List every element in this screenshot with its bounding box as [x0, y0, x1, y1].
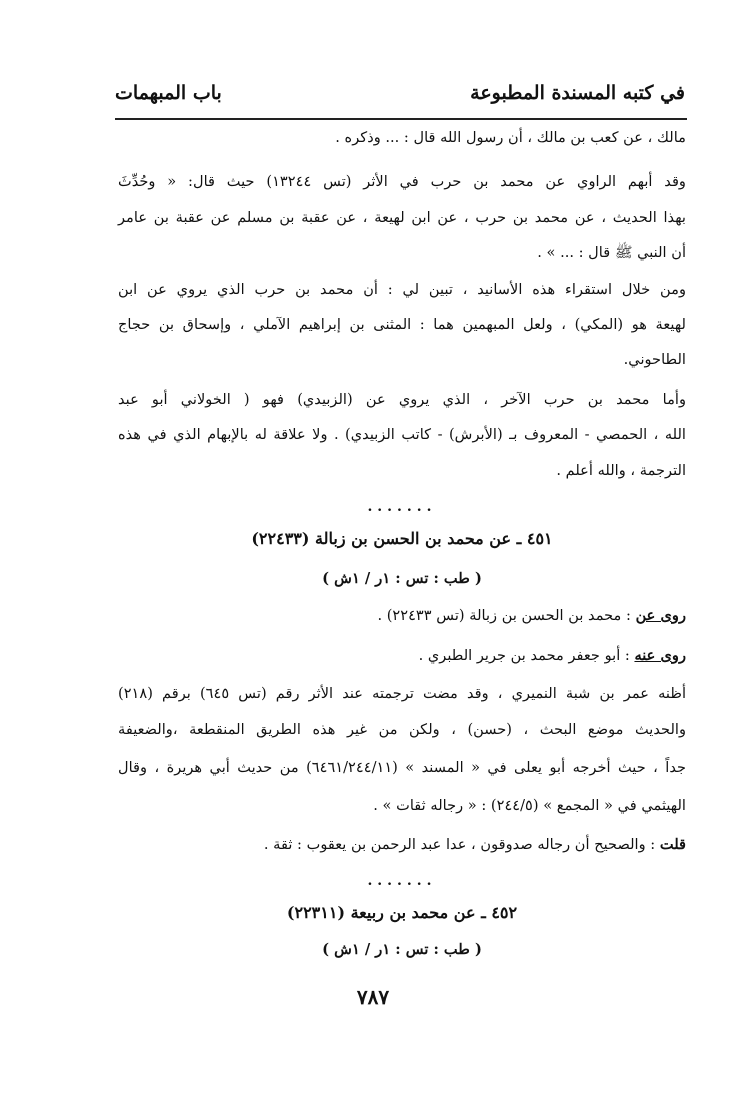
text-line: [118, 644, 686, 668]
label-rest: : محمد بن الحسن بن زبالة (تس ٢٢٤٣٣) .: [377, 607, 631, 624]
text-line: [118, 833, 686, 857]
text-line: [118, 604, 686, 628]
header-rule: [115, 118, 687, 120]
text-line: أظنه عمر بن شبة النميري ، وقد مضت ترجمته عند الأثر رقم (تس ٦٤٥) برقم (٢١٨): [118, 685, 687, 702]
header-title-right: في كتبه المسندة المطبوعة: [470, 82, 685, 104]
section-separator: .......: [367, 499, 437, 515]
label-rawa-an: روى عن: [635, 607, 686, 624]
text-line: والحديث موضع البحث ، (حسن) ، ولكن من غير هذه الطريق المنقطعة ،والضعيفة: [118, 721, 686, 738]
text-line: لهيعة هو (المكي) ، ولعل المبهمين هما : المثنى بن إبراهيم الآملي ، وإسحاق بن حجاج: [118, 316, 686, 333]
sigla-line: ( طب : تس : ١ر / ١ش ): [322, 570, 482, 587]
text-line: الترجمة ، والله أعلم .: [556, 462, 686, 479]
text-line: الطاحوني.: [623, 351, 686, 368]
section-separator: .......: [367, 873, 437, 889]
text-line: مالك ، عن كعب بن مالك ، أن رسول الله قال : ... وذكره .: [335, 129, 686, 146]
text-line: ومن خلال استقراء هذه الأسانيد ، تبين لي : أن محمد بن حرب الذي يروي عن ابن: [118, 281, 686, 298]
text-line: جداً ، حيث أخرجه أبو يعلى في « المسند » (٦٤٦١/٢٤٤/١١) من حديث أبي هريرة ، وقال: [118, 759, 686, 776]
text-line: بهذا الحديث ، عن محمد بن حرب ، عن ابن لهيعة ، عن عقبة بن مسلم عن عقبة بن عامر: [118, 209, 686, 226]
label-rawa-anhu: روى عنه: [634, 647, 686, 664]
running-header: [115, 82, 685, 112]
sigla-line: ( طب : تس : ١ر / ١ش ): [322, 941, 482, 958]
label-rest: : أبو جعفر محمد بن جرير الطبري .: [418, 647, 630, 664]
label-qultu: قلت: [659, 836, 686, 853]
text-line: وقد أبهم الراوي عن محمد بن حرب في الأثر (تس ١٣٢٤٤) حيث قال: « وحُدِّثَ: [118, 173, 686, 190]
text-line: الهيثمي في « المجمع » (٢٤٤/٥) : « رجاله ثقات » .: [373, 797, 686, 814]
text-line: وأما محمد بن حرب الآخر ، الذي يروي عن (الزبيدي) فهو ( الخولاني أبو عبد: [118, 391, 686, 408]
section-heading: ٤٥٢ ـ عن محمد بن ربيعة (٢٢٣١١): [286, 903, 518, 922]
page-number: ٧٨٧: [356, 985, 390, 1009]
text-line: الله ، الحمصي - المعروف بـ (الأبرش) - كاتب الزبيدي) . ولا علاقة له بالإبهام الذي في هذه: [118, 426, 686, 443]
section-heading: ٤٥١ ـ عن محمد بن الحسن بن زبالة (٢٢٤٣٣): [251, 529, 553, 548]
header-title-left: باب المبهمات: [115, 82, 222, 104]
label-rest: : والصحيح أن رجاله صدوقون ، عدا عبد الرحمن بن يعقوب : ثقة .: [263, 836, 656, 853]
text-line: أن النبي ﷺ قال : ... » .: [537, 244, 686, 261]
